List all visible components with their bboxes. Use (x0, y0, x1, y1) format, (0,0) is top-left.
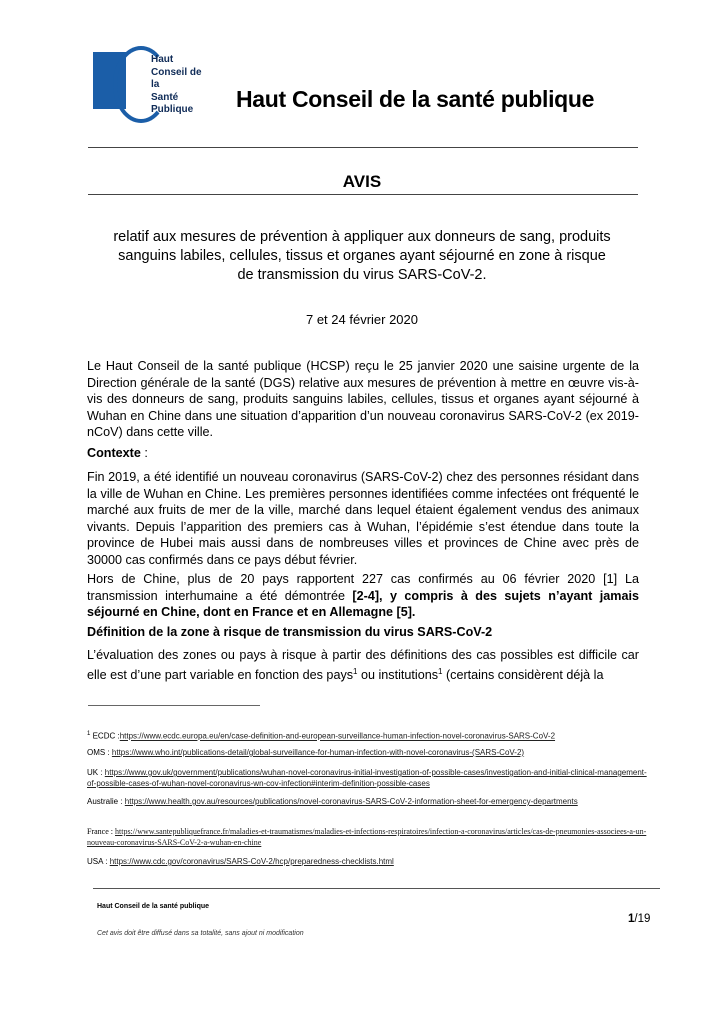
document-subtitle: relatif aux mesures de prévention à appliquer aux donneurs de sang, produits sanguins labiles, cellules, tissus et organes ayant séjourné en zone à risque de transmission du virus SARS-CoV-2. (113, 229, 611, 283)
header-divider (88, 147, 638, 148)
contexte-heading: Contexte : (87, 446, 148, 460)
heading-divider (88, 194, 638, 195)
contexte-paragraph-2: Hors de Chine, plus de 20 pays rapportent 227 cas confirmés au 06 février 2020 [1] La transmission interhumaine a été démontrée [2-4], y compris à des sujets n’ayant jamais séjourné en Chine, dont en France et en Allemagne [5]. (87, 572, 639, 619)
contexte-paragraph-1: Fin 2019, a été identifié un nouveau coronavirus (SARS-CoV-2) chez des personnes résidant dans la ville de Wuhan en Chine. Les premières personnes identifiées comme infectées ont fréquenté le marché aux fruits de mer de la ville, marché dans lequel étaient également vendus des animaux vivants. Depuis l’apparition des premiers cas à Wuhan, l’épidémie s’est étendue dans toute la province de Hubei mais aussi dans de nombreuses villes et provinces de Chine avec près de 30000 cas confirmés dans ce pays début février. (87, 470, 639, 567)
footnote-link-france[interactable]: https://www.santepubliquefrance.fr/maladies-et-traumatismes/maladies-et-infections-respiratoires/infection-a-coronavirus/articles/cas-de-pneumonies-associees-a-un-nouveau-coronavirus-SARS-CoV-2-a-wuhan-en-chine (87, 827, 647, 847)
footnote-usa: USA : https://www.cdc.gov/coronavirus/SARS-CoV-2/hcp/preparedness-checklists.html (87, 857, 394, 866)
footnote-australie: Australie : https://www.health.gov.au/resources/publications/novel-coronavirus-SARS-CoV-2-information-sheet-for-emergency-departments (87, 797, 578, 806)
footer-divider (93, 888, 660, 889)
hcsp-logo (93, 52, 209, 115)
intro-paragraph: Le Haut Conseil de la santé publique (HCSP) reçu le 25 janvier 2020 une saisine urgente de la Direction générale de la santé (DGS) relative aux mesures de prévention à mettre en œuvre vis-à-vis des donneurs de sang, produits sanguins labiles, cellules, tissus et organes ayant séjourné à Wuhan en Chine dans une situation d’apparition d’un nouveau coronavirus SARS-CoV-2 (ex 2019-nCoV) dans cette ville. (87, 359, 639, 439)
footer-note: Cet avis doit être diffusé dans sa totalité, sans ajout ni modification (97, 930, 304, 937)
definition-heading: Définition de la zone à risque de transmission du virus SARS-CoV-2 (87, 625, 493, 639)
footnote-link-uk[interactable]: https://www.gov.uk/government/publications/wuhan-novel-coronavirus-initial-investigation-of-possible-cases/investigation-and-initial-clinical-management-of-possible-cases-of-wuhan-novel-coronavirus-wn-cov-infection#interim-definition-possible-cases (87, 768, 647, 788)
logo-text: Haut Conseil de la Santé Publique (151, 54, 202, 115)
page-title: Haut Conseil de la santé publique (236, 86, 595, 112)
footnote-oms: OMS : https://www.who.int/publications-detail/global-surveillance-for-human-infection-with-novel-coronavirus-(SARS-CoV-2) (87, 748, 525, 757)
footnote-uk: UK : https://www.gov.uk/government/publications/wuhan-novel-coronavirus-initial-investigation-of-possible-cases/investigation-and-initial-clinical-management-of-possible-cases-of-wuhan-novel-coronavirus-wn-cov-infection#interim-definition-possible-cases (87, 768, 647, 788)
document-heading: AVIS (342, 172, 382, 191)
page-number: 1/19 (628, 913, 651, 925)
footnote-link-usa[interactable]: https://www.cdc.gov/coronavirus/SARS-CoV-2/hcp/preparedness-checklists.html (109, 857, 394, 866)
footer-org: Haut Conseil de la santé publique (97, 903, 210, 910)
footnote-separator (88, 705, 260, 706)
definition-paragraph: L’évaluation des zones ou pays à risque à partir des définitions des cas possibles est difficile car elle est d’une part variable en fonction des pays$^1$ ou institutions$^1$ (certains considèrent déjà la (87, 648, 639, 682)
footnote-link-oms[interactable]: https://www.who.int/publications-detail/global-surveillance-for-human-infection-with-novel-coronavirus-(SARS-CoV-2) (111, 748, 525, 757)
footnote-link-australie[interactable]: https://www.health.gov.au/resources/publications/novel-coronavirus-SARS-CoV-2-information-sheet-for-emergency-departments (124, 797, 578, 806)
document-date: 7 et 24 février 2020 (305, 312, 419, 327)
footnote-france: France : https://www.santepubliquefrance.fr/maladies-et-traumatismes/maladies-et-infections-respiratoires/infection-a-coronavirus/articles/cas-de-pneumonies-associees-a-un-nouveau-coronavirus-SARS-CoV-2-a-wuhan-en-chine (87, 827, 647, 847)
footnote-ecdc: $^1$ ECDC :https://www.ecdc.europa.eu/en/case-definition-and-european-surveillance-human-infection-novel-coronavirus-SARS-CoV-2 (87, 731, 556, 741)
footnote-link-ecdc[interactable]: https://www.ecdc.europa.eu/en/case-definition-and-european-surveillance-human-infection-novel-coronavirus-SARS-CoV-2 (119, 731, 556, 741)
